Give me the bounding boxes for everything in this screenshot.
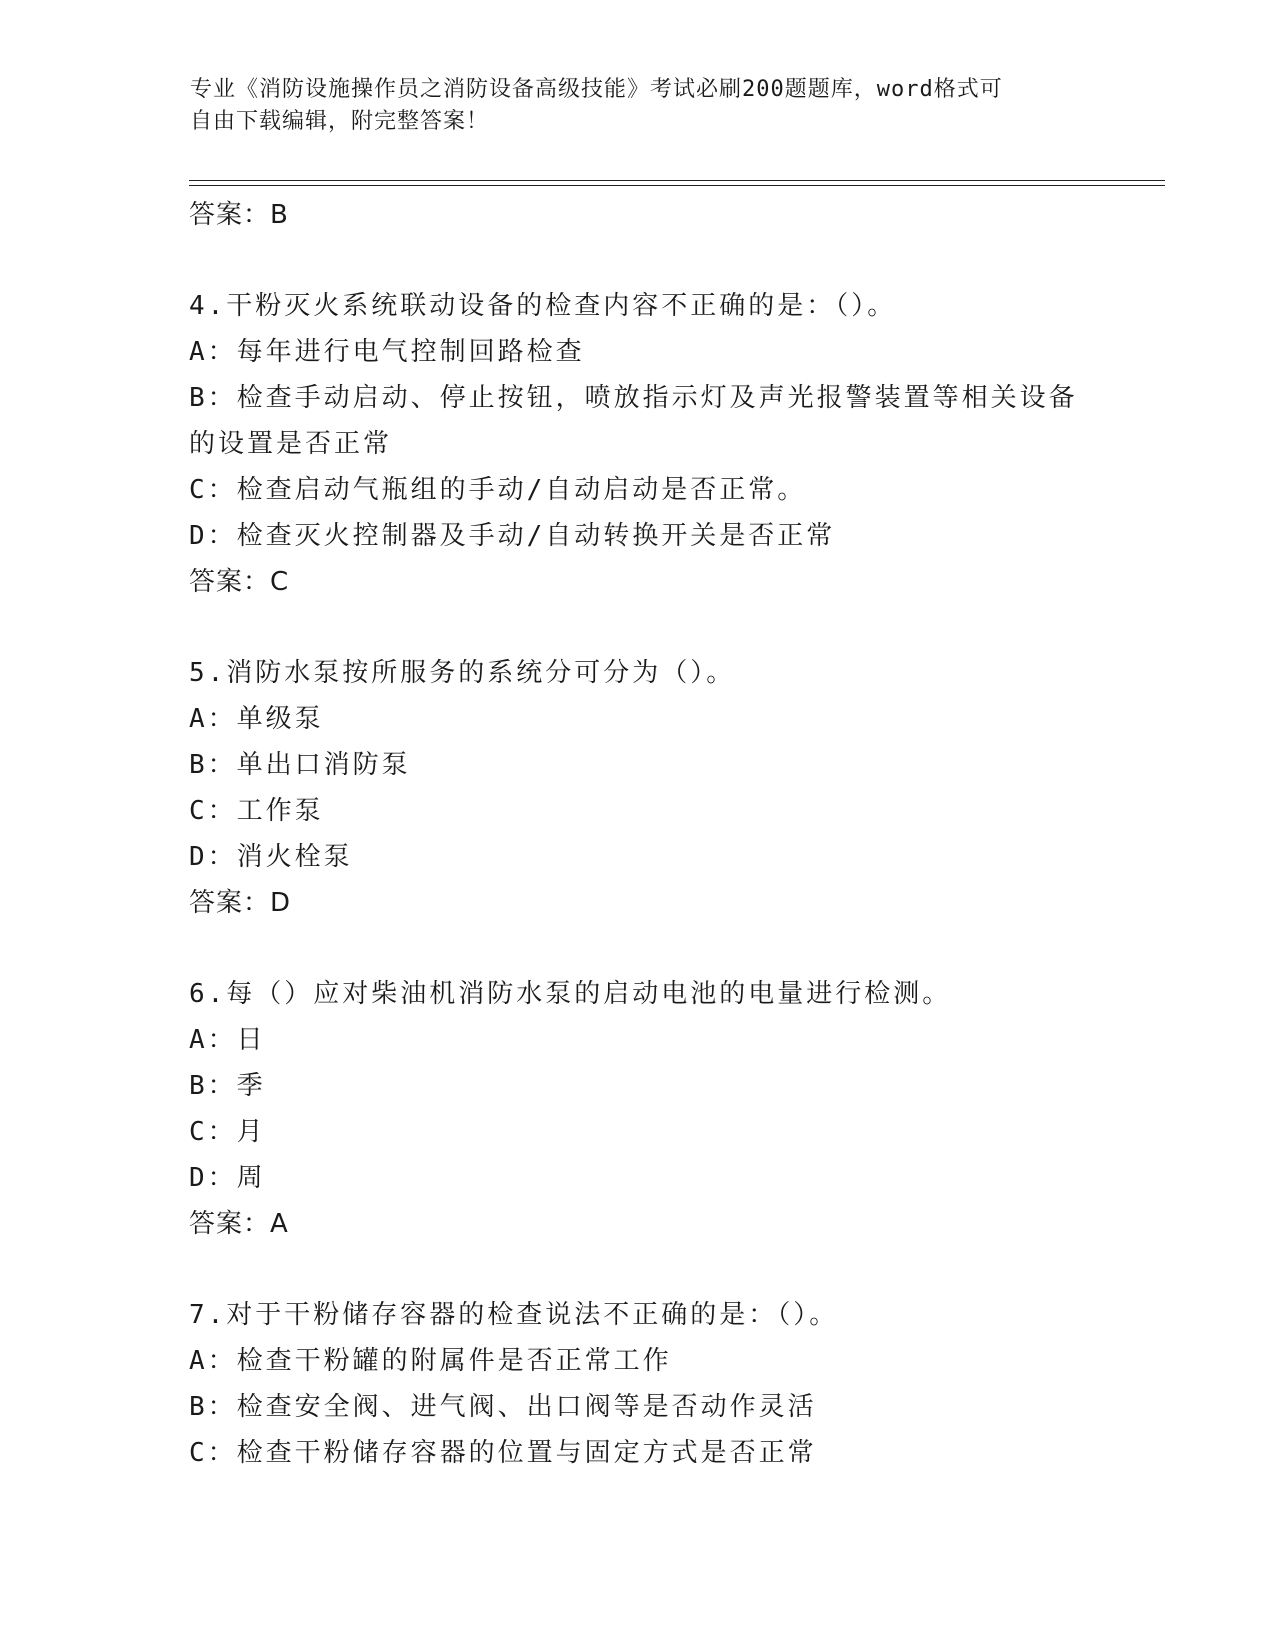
option-b: B：单出口消防泵 (189, 750, 411, 780)
option-b: B：检查手动启动、停止按钮，喷放指示灯及声光报警装置等相关设备 (189, 383, 1078, 413)
header-line-1: 专业《消防设施操作员之消防设备高级技能》考试必刷200题题库，word格式可 (190, 77, 1003, 102)
option-c: C：工作泵 (189, 796, 324, 826)
question-stem: 5.消防水泵按所服务的系统分可分为（）。 (189, 658, 736, 688)
header-rule-bottom (189, 185, 1165, 186)
question-list (189, 192, 1089, 1476)
question-7 (189, 1292, 1089, 1476)
option-a: A：单级泵 (189, 704, 324, 734)
option-a: A：每年进行电气控制回路检查 (189, 337, 585, 367)
question-6 (189, 971, 1089, 1247)
option-a: A：日 (189, 1025, 266, 1055)
question-stem: 6.每（）应对柴油机消防水泵的启动电池的电量进行检测。 (189, 979, 952, 1009)
option-a: A：检查干粉罐的附属件是否正常工作 (189, 1346, 672, 1376)
option-b: B：检查安全阀、进气阀、出口阀等是否动作灵活 (189, 1392, 817, 1422)
question-stem: 4.干粉灭火系统联动设备的检查内容不正确的是：（）。 (189, 291, 897, 321)
option-d: D：消火栓泵 (189, 842, 353, 872)
header-line-2: 自由下载编辑，附完整答案！ (190, 109, 490, 134)
answer-line: 答案：C (189, 567, 290, 597)
answer-line: 答案：D (189, 888, 292, 918)
option-c: C：检查启动气瓶组的手动/自动启动是否正常。 (189, 475, 807, 505)
question-5 (189, 650, 1089, 926)
answer-line: 答案：A (189, 1209, 289, 1239)
header-rule-top (189, 180, 1165, 181)
answer-line: 答案：B (189, 200, 289, 230)
question-stem: 7.对于干粉储存容器的检查说法不正确的是：（）。 (189, 1300, 839, 1330)
document-header (190, 74, 1090, 138)
option-b-continued: 的设置是否正常 (189, 429, 393, 459)
option-b: B：季 (189, 1071, 266, 1101)
question-4 (189, 283, 1089, 605)
option-d: D：检查灭火控制器及手动/自动转换开关是否正常 (189, 521, 836, 551)
option-c: C：检查干粉储存容器的位置与固定方式是否正常 (189, 1438, 817, 1468)
option-d: D：周 (189, 1163, 266, 1193)
option-c: C：月 (189, 1117, 266, 1147)
